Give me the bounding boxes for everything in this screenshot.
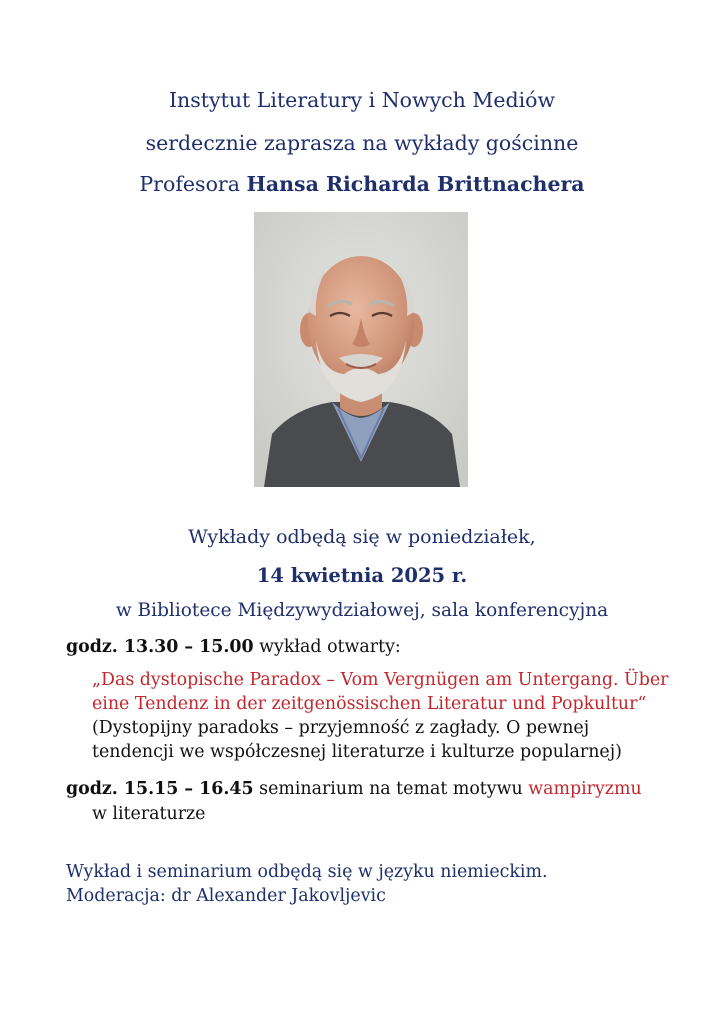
language-note: Wykład i seminarium odbędą się w języku niemieckim. — [66, 862, 548, 882]
session1-translation-line1: (Dystopijny paradoks – przyjemność z zagłady. O pewnej — [92, 718, 590, 738]
session2-time: godz. 15.15 – 16.45 — [66, 779, 254, 799]
session1-translation-line2: tendencji we współczesnej literaturze i kulturze popularnej) — [92, 742, 622, 762]
professor-prefix: Profesora — [139, 172, 240, 196]
session1-title-line2: eine Tendenz in der zeitgenössischen Literatur und Popkultur“ — [92, 694, 647, 714]
portrait-photo — [254, 212, 468, 487]
institute-name: Instytut Literatury i Nowych Mediów — [168, 88, 556, 112]
session2-desc: seminarium na temat motywu — [259, 779, 523, 799]
professor-line — [0, 172, 724, 196]
portrait-illustration — [254, 212, 468, 487]
event-date: 14 kwietnia 2025 r. — [256, 564, 468, 587]
event-day-line: Wykłady odbędą się w poniedziałek, — [188, 526, 536, 548]
moderation-note: Moderacja: dr Alexander Jakovljevic — [66, 886, 386, 906]
professor-name: Hansa Richarda Brittnachera — [246, 172, 585, 196]
session1-time: godz. 13.30 – 15.00 — [66, 637, 254, 657]
session2-desc-continued: w literaturze — [92, 804, 206, 824]
event-location: w Bibliotece Międzywydziałowej, sala konferencyjna — [115, 600, 609, 621]
session2-line — [66, 779, 642, 799]
session2-highlight: wampiryzmu — [528, 779, 642, 799]
session1-title-line1: „Das dystopische Paradox – Vom Vergnügen am Untergang. Über — [92, 670, 669, 690]
session1-line — [66, 637, 401, 657]
invitation-line: serdecznie zaprasza na wykłady gościnne — [145, 131, 579, 155]
session1-desc: wykład otwarty: — [259, 637, 401, 657]
